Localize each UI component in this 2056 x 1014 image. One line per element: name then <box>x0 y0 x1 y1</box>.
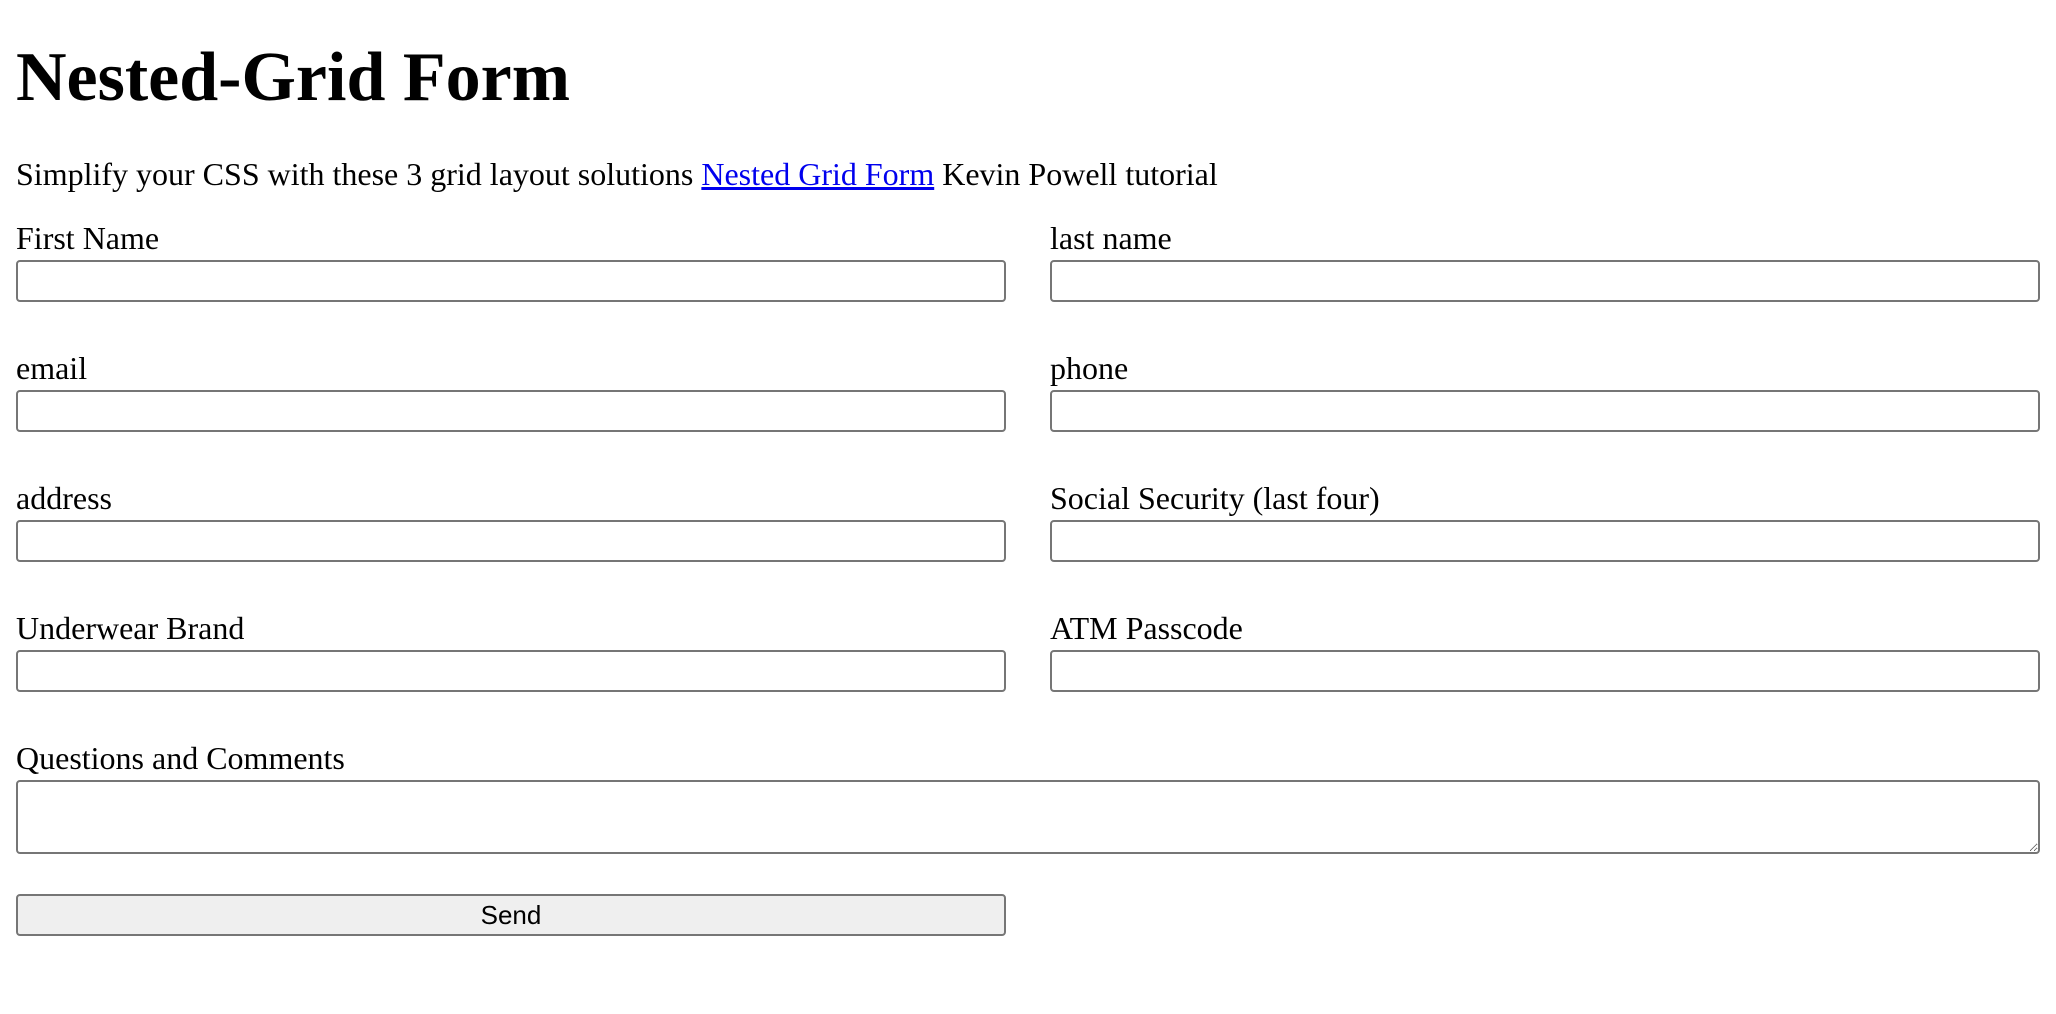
phone-label: phone <box>1050 350 1129 386</box>
atm-passcode-field <box>1050 608 2040 738</box>
first-name-label: First Name <box>16 220 160 256</box>
address-field <box>16 478 1006 608</box>
comments-field <box>16 738 2040 894</box>
social-security-label: Social Security (last four) <box>1050 480 1380 516</box>
address-label: address <box>16 480 112 516</box>
social-security-field <box>1050 478 2040 608</box>
first-name-field <box>16 218 1006 348</box>
comments-textarea[interactable] <box>16 780 2040 854</box>
address-input[interactable] <box>16 520 1006 562</box>
last-name-label: last name <box>1050 220 1172 256</box>
nested-grid-form-link[interactable]: Nested Grid Form <box>701 156 935 192</box>
phone-field <box>1050 348 2040 478</box>
send-button-wrapper <box>16 894 1006 936</box>
send-button[interactable]: Send <box>16 894 1006 936</box>
phone-input[interactable] <box>1050 390 2040 432</box>
email-input[interactable] <box>16 390 1006 432</box>
email-field <box>16 348 1006 478</box>
atm-passcode-label: ATM Passcode <box>1050 610 1243 646</box>
underwear-brand-label: Underwear Brand <box>16 610 245 646</box>
last-name-field <box>1050 218 2040 348</box>
intro-text-after: Kevin Powell tutorial <box>934 156 1218 192</box>
underwear-brand-input[interactable] <box>16 650 1006 692</box>
underwear-brand-field <box>16 608 1006 738</box>
page-title: Nested-Grid Form <box>16 39 571 116</box>
social-security-input[interactable] <box>1050 520 2040 562</box>
comments-label: Questions and Comments <box>16 740 345 776</box>
last-name-input[interactable] <box>1050 260 2040 302</box>
first-name-input[interactable] <box>16 260 1006 302</box>
intro-text <box>16 154 2040 194</box>
atm-passcode-input[interactable] <box>1050 650 2040 692</box>
contact-form <box>16 218 2040 936</box>
email-label: email <box>16 350 88 386</box>
intro-text-before: Simplify your CSS with these 3 grid layout solutions <box>16 156 702 192</box>
